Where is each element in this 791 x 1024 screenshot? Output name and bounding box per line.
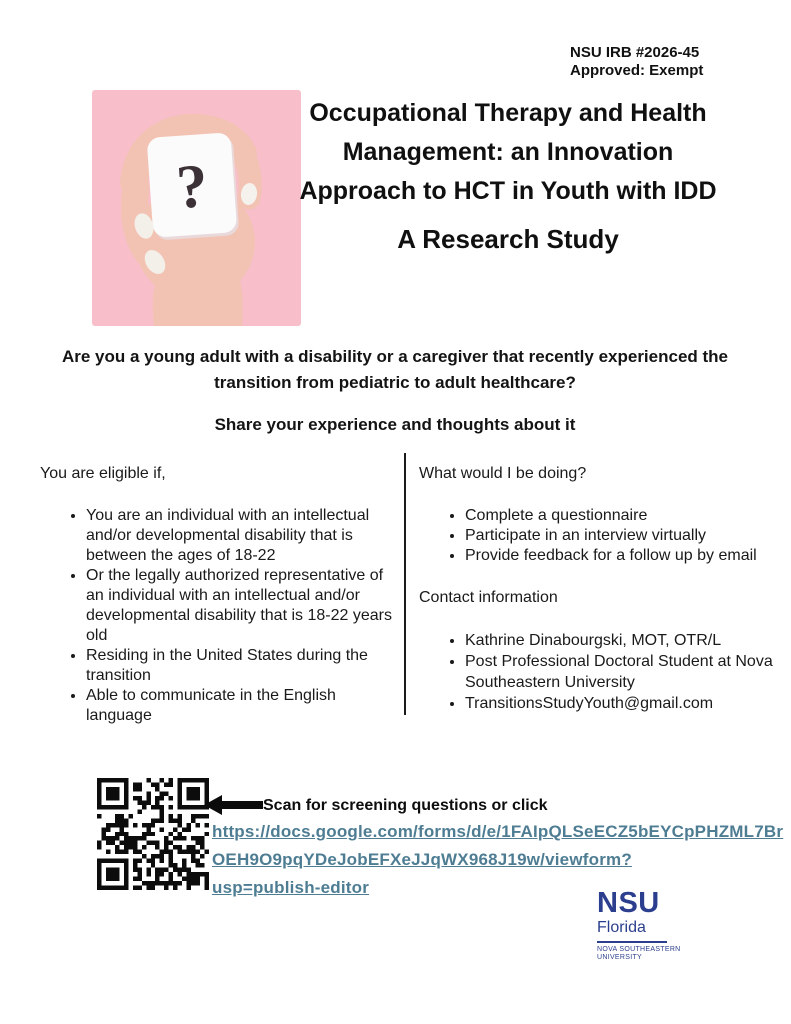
form-link-line-2[interactable]: OEH9O9pqYDeJobEFXeJJqWX968J19w/viewform?usp=publish-editor	[212, 850, 632, 897]
title-line-3: Approach to HCT in Youth with IDD	[299, 177, 717, 205]
intro-question-line-1: Are you a young adult with a disability or a caregiver that recently experienced the	[61, 347, 729, 366]
arrow-left-icon	[204, 794, 263, 816]
eligibility-list	[40, 506, 396, 726]
intro-question-line-2: transition from pediatric to adult healthcare?	[214, 373, 576, 392]
eligibility-heading: You are eligible if,	[40, 465, 166, 482]
contact-list	[419, 630, 777, 714]
scan-label: Scan for screening questions or click	[263, 797, 548, 814]
nsu-logo-acronym: NSU	[597, 887, 660, 919]
share-line: Share your experience and thoughts about it	[214, 415, 576, 434]
study-subtitle: A Research Study	[397, 224, 619, 254]
nsu-logo	[597, 888, 707, 962]
qr-code-image	[97, 778, 209, 890]
title-line-1: Occupational Therapy and Health	[309, 99, 707, 127]
list-item: • Post Professional Doctoral Student at Nova Southeastern University	[465, 651, 777, 693]
form-link-line-1[interactable]: https://docs.google.com/forms/d/e/1FAIpQLSeECZ5bEYCpPHZML7Br	[212, 822, 784, 841]
list-item: • Provide feedback for a follow up by email	[465, 546, 777, 566]
question-mark-glyph: ?	[174, 151, 210, 222]
list-item: • Or the legally authorized representative of an individual with an intellectual and/or developmental disability that is 18-22 years old	[86, 566, 396, 646]
list-item: • Participate in an interview virtually	[465, 526, 777, 546]
participation-column	[419, 464, 777, 714]
irb-note	[570, 44, 760, 80]
intro-block	[55, 344, 735, 438]
hand-question-card-illustration	[92, 90, 301, 326]
participation-heading: What would I be doing?	[419, 465, 587, 482]
nsu-logo-rule	[597, 941, 667, 943]
list-item: • Kathrine Dinabourgski, MOT, OTR/L	[465, 630, 777, 651]
qr-code	[97, 778, 209, 890]
list-item: • TransitionsStudyYouth@gmail.com	[465, 693, 777, 714]
list-item: • Residing in the United States during the transition	[86, 646, 396, 686]
nsu-logo-region: Florida	[597, 919, 646, 936]
title-line-2: Management: an Innovation	[342, 138, 674, 166]
eligibility-column	[40, 464, 396, 726]
list-item: • Complete a questionnaire	[465, 506, 777, 526]
nsu-logo-name: NOVA SOUTHEASTERN UNIVERSITY	[597, 945, 681, 961]
study-photo	[92, 90, 301, 326]
page-title	[293, 94, 723, 259]
irb-status: Approved: Exempt	[570, 62, 704, 79]
list-item: • Able to communicate in the English language	[86, 686, 396, 726]
participation-list	[419, 506, 777, 566]
column-divider	[404, 453, 406, 715]
list-item: • You are an individual with an intellectual and/or developmental disability that is between the ages of 18-22	[86, 506, 396, 566]
contact-heading: Contact information	[419, 589, 558, 606]
irb-number: NSU IRB #2026-45	[570, 44, 700, 61]
